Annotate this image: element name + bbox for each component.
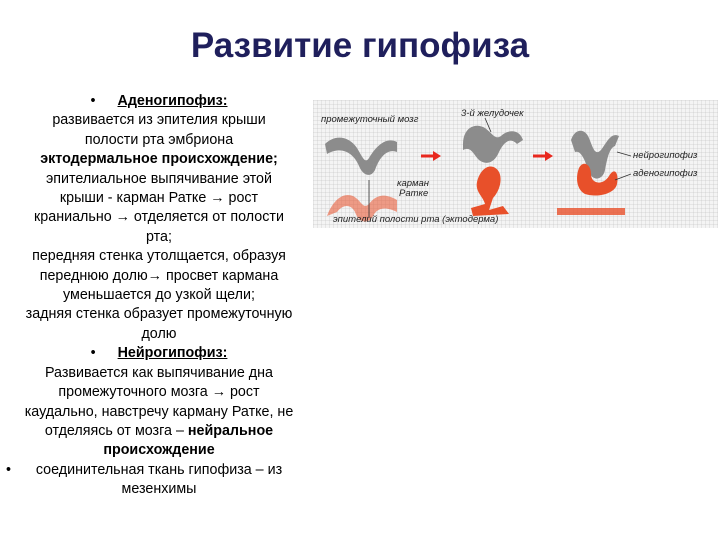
neuro-heading: Нейрогипофиз: [117,345,228,362]
ectoderm-layer [557,208,625,215]
text-line: долю [141,325,177,342]
label-adenohypophysis: аденогипофиз [633,168,698,179]
label-rathke-2: Ратке [399,188,429,199]
text-line: мезенхимы [121,481,197,498]
slide-title: Развитие гипофиза [190,26,530,65]
pituitary-development-figure [313,100,718,228]
label-third-ventricle: 3-й желудочек [461,108,524,119]
text-line: уменьшается до узкой щели; [63,287,255,304]
arrow-2 [533,151,553,161]
bullet: • [6,461,12,478]
neural-tissue-shape [463,126,523,163]
neural-tissue-shape [325,138,397,175]
neural-word: нейральное [187,422,274,439]
stage-3 [557,131,631,215]
text-line: Развивается как выпячивание дна [44,364,274,381]
text-line: эпителиальное выпячивание этой [45,170,272,187]
text-line: полости рта эмбриона [84,131,234,148]
arrow-1 [421,151,441,161]
text-line: рта; [146,228,172,245]
bullet: • [90,93,96,109]
text-line: задняя стенка образует промежуточную [25,306,293,323]
label-diencephalon: промежуточный мозг [321,114,419,125]
text-line: краниально → отделяется от полости [34,209,284,226]
text-fragment: отделяясь от мозга – [44,422,184,439]
text-line: каудально, навстречу карману Ратке, не [24,403,294,420]
text-column [6,92,312,500]
text-line: развивается из эпителия крыши [52,112,266,129]
text-line: крыши - карман Ратке → рост [59,190,259,207]
text-line: передняя стенка утолщается, образуя [32,248,286,265]
text-line: промежуточного мозга → рост [58,384,260,401]
adeno-heading: Аденогипофиз: [117,93,228,109]
leader-line [617,152,631,156]
ectoderm-shape [471,167,509,216]
label-rathke-1: карман [397,178,429,189]
connective-line [6,461,312,480]
label-oral-epithelium: эпителий полости рта (эктодерма) [333,214,499,225]
text-line [6,422,312,441]
ecto-origin: эктодермальное происхождение; [40,151,278,168]
neuro-heading-line [6,344,312,363]
connective-text: соединительная ткань гипофиза – из [35,461,283,478]
stage-2 [463,118,523,216]
adeno-heading-line [6,92,312,111]
bullet: • [90,345,96,362]
label-neurohypophysis: нейрогипофиз [633,150,698,161]
neural-origin: происхождение [103,442,215,459]
stage-1 [325,138,397,222]
text-line: переднюю долю→ просвет кармана [39,267,279,284]
